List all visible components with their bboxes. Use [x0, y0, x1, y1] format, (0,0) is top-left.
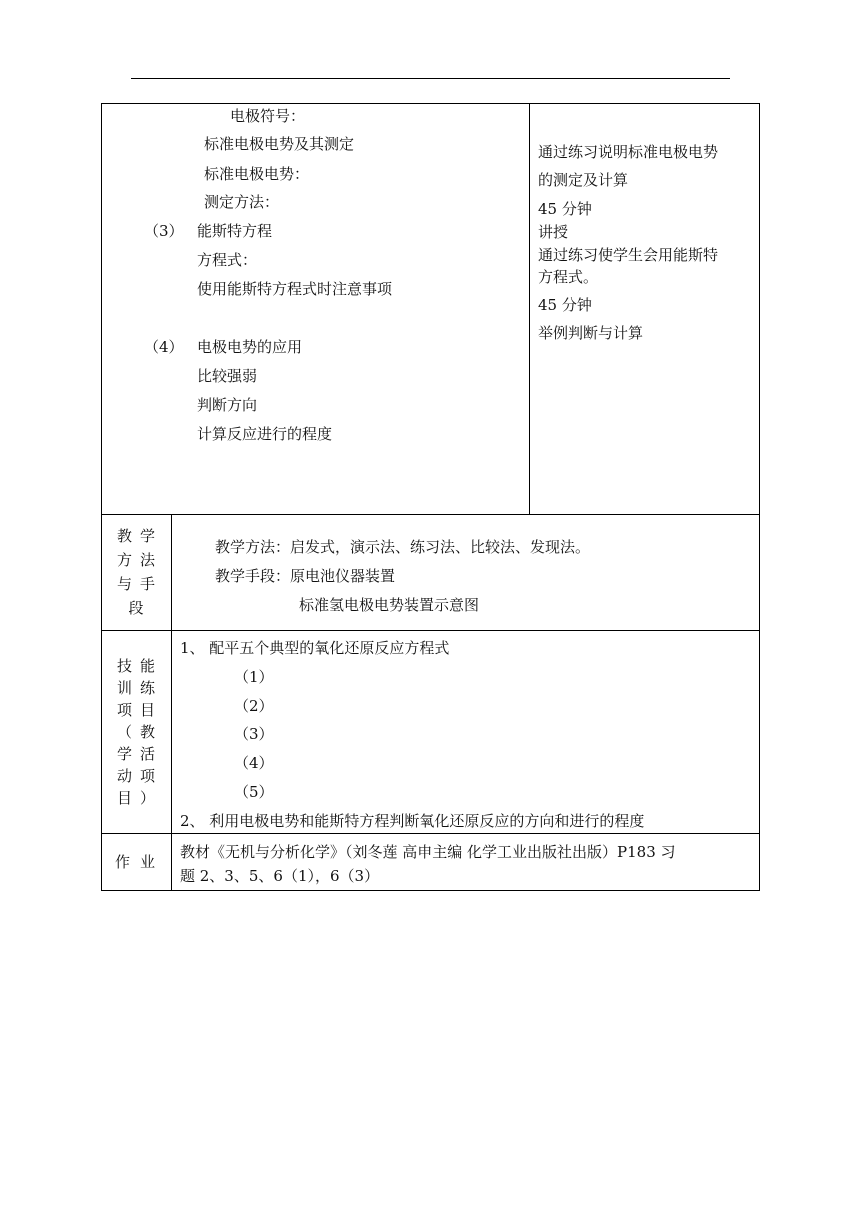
standard-potential-text: 标准电极电势：	[204, 165, 310, 183]
row-divider	[101, 630, 760, 631]
equation-text: 方程式：	[197, 251, 258, 269]
electrode-symbol-text: 电极符号：	[230, 107, 306, 125]
lecture-text: 讲授	[538, 223, 569, 241]
item-4-title: 电极电势的应用	[197, 338, 303, 356]
notes-line-5: 举例判断与计算	[538, 324, 644, 342]
standard-potential-heading: 标准电极电势及其测定	[204, 135, 355, 153]
skills-label-cell	[101, 630, 171, 833]
homework-line-1: 教材《无机与分析化学》（刘冬莲 高申主编 化学工业出版社出版）P183 习	[180, 843, 676, 861]
homework-line-2: 题 2、3、5、6（1），6（3）	[180, 867, 380, 885]
skills-label: 技能训练项目（教学活动项目）	[116, 656, 163, 807]
notes-line-3: 通过练习使学生会用能斯特	[538, 246, 719, 264]
methods-label-cell	[101, 514, 171, 630]
skill-sub-1: （1）	[234, 668, 274, 686]
column-divider	[529, 103, 530, 514]
skill-sub-4: （4）	[234, 754, 274, 772]
time-2: 45 分钟	[538, 296, 592, 314]
homework-label-cell	[101, 833, 171, 891]
notes-line-4: 方程式。	[538, 268, 599, 286]
item-3-title: 能斯特方程	[197, 222, 273, 240]
skill-item-2: 2、 利用电极电势和能斯特方程判断氧化还原反应的方向和进行的程度	[180, 812, 645, 830]
nernst-notes-text: 使用能斯特方程式时注意事项	[197, 280, 393, 298]
notes-line-1: 通过练习说明标准电极电势	[538, 143, 719, 161]
column-divider	[171, 514, 172, 891]
skill-sub-5: （5）	[234, 783, 274, 801]
time-1: 45 分钟	[538, 200, 592, 218]
skill-item-1: 1、 配平五个典型的氧化还原反应方程式	[180, 639, 450, 657]
application-direction: 判断方向	[197, 396, 258, 414]
application-compare: 比较强弱	[197, 367, 258, 385]
homework-label: 作业	[114, 853, 165, 871]
skill-sub-2: （2）	[234, 697, 274, 715]
teaching-method-text: 教学方法：启发式，演示法、练习法、比较法、发现法。	[215, 538, 591, 556]
item-3-number: （3）	[144, 222, 184, 240]
row-divider	[101, 514, 760, 515]
row-divider	[101, 833, 760, 834]
notes-line-2: 的测定及计算	[538, 171, 629, 189]
item-4-number: （4）	[144, 338, 184, 356]
measure-method-text: 测定方法：	[204, 193, 280, 211]
methods-label: 教学方法与手段	[116, 527, 163, 617]
header-rule	[131, 78, 730, 79]
skill-sub-3: （3）	[234, 725, 274, 743]
teaching-means-text: 教学手段：原电池仪器装置	[215, 567, 396, 585]
teaching-means-text-2: 标准氢电极电势装置示意图	[299, 596, 480, 614]
application-extent: 计算反应进行的程度	[197, 425, 333, 443]
